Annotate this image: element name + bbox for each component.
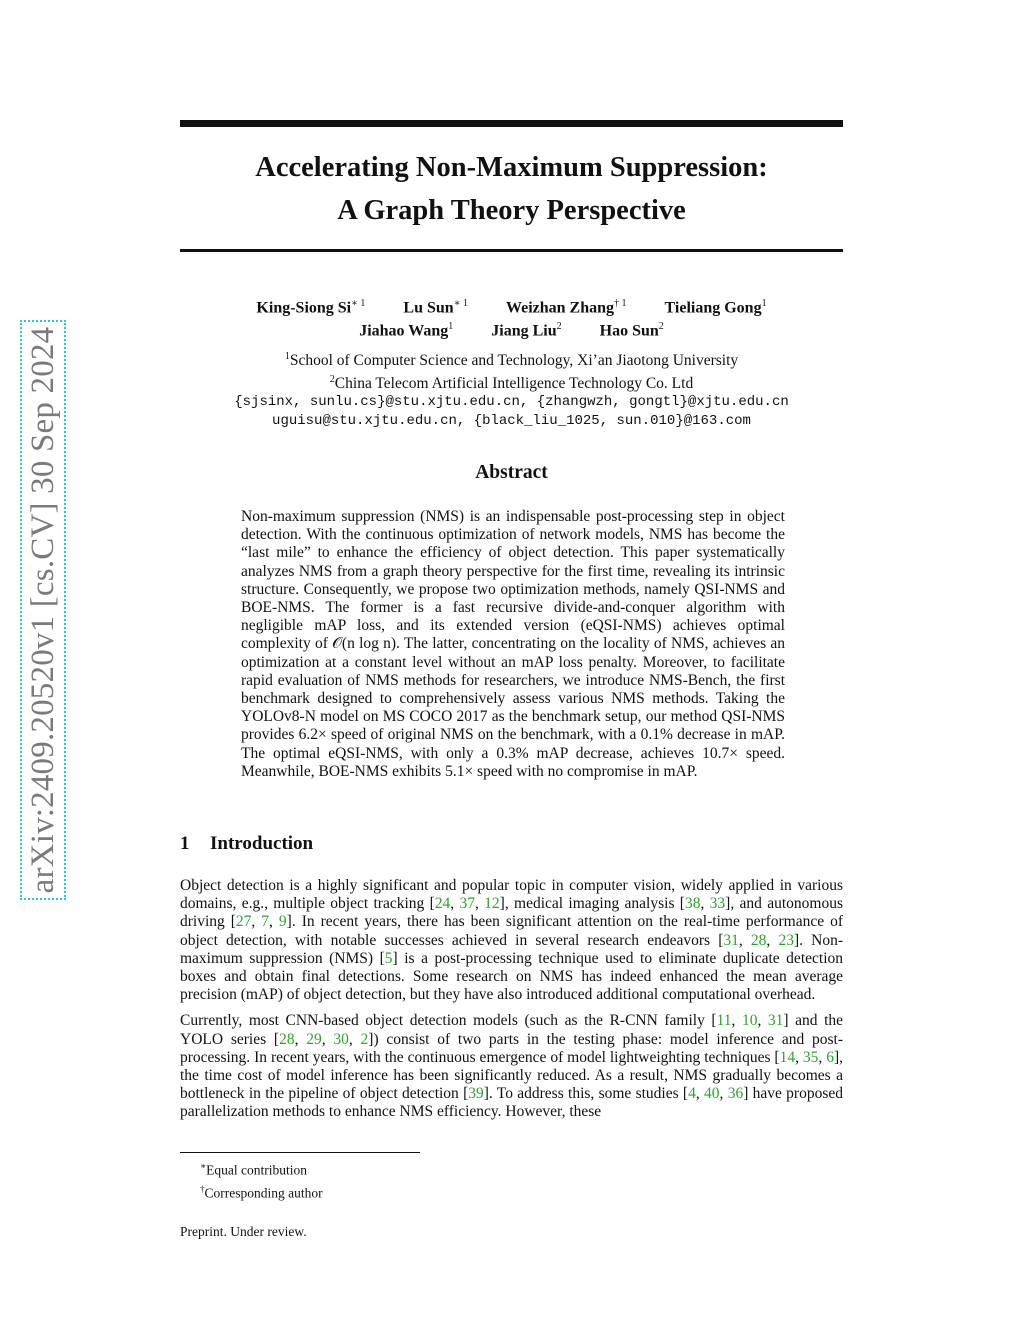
author: Jiahao Wang$^1$: [359, 321, 454, 340]
footnote: †Corresponding author: [200, 1184, 323, 1201]
citation-link[interactable]: 29: [306, 1030, 322, 1048]
footnote: ∗Equal contribution: [200, 1161, 307, 1178]
citation-link[interactable]: 31: [767, 1012, 784, 1030]
author: Weizhan Zhang$^{\dagger 1}$: [505, 298, 627, 317]
email-line[interactable]: {sjsinx, sunlu.cs}@stu.xjtu.edu.cn, {zhangwzh, gongtl}@xjtu.edu.cn: [234, 394, 789, 411]
citation-link[interactable]: 11: [716, 1012, 732, 1030]
citation-link[interactable]: 36: [727, 1085, 744, 1103]
author-list: [180, 294, 843, 341]
footnotes: [200, 1157, 323, 1203]
section-title: Introduction: [210, 833, 314, 854]
citation-link[interactable]: 2: [360, 1030, 369, 1048]
citation-link[interactable]: 12: [484, 895, 500, 913]
footnote-rule: [180, 1152, 420, 1153]
title-bottom-rule: [180, 249, 843, 252]
title-top-rule: [180, 120, 843, 127]
introduction-body: [180, 877, 843, 1130]
citation-link[interactable]: 9: [278, 913, 287, 931]
section-number: 1: [180, 833, 190, 854]
paper-title: [180, 146, 843, 232]
citation-link[interactable]: 28: [279, 1030, 295, 1048]
citation-link[interactable]: 28: [750, 931, 767, 949]
citation-link[interactable]: 39: [468, 1085, 484, 1103]
citation-link[interactable]: 24: [434, 895, 451, 913]
author-row-2: [180, 317, 843, 340]
title-line-2: A Graph Theory Perspective: [337, 195, 686, 226]
citation-link[interactable]: 33: [709, 895, 726, 913]
abstract-heading: Abstract: [475, 462, 548, 483]
citation-link[interactable]: 23: [778, 931, 794, 949]
author: Lu Sun$^{∗ 1}$: [403, 298, 468, 317]
preprint-note: Preprint. Under review.: [180, 1224, 307, 1239]
citation-link[interactable]: 4: [688, 1085, 696, 1103]
author: Hao Sun$^2$: [599, 321, 664, 340]
affiliation: $^2$China Telecom Artificial Intelligence Technology Co. Ltd: [329, 373, 694, 392]
section-heading: [180, 833, 313, 855]
citation-link[interactable]: 37: [459, 895, 475, 913]
citation-link[interactable]: 10: [741, 1012, 758, 1030]
author: King-Siong $Si^{∗ 1}$: [256, 298, 366, 317]
citation-link[interactable]: 7: [261, 913, 270, 931]
citation-link[interactable]: 14: [779, 1048, 796, 1066]
citation-link[interactable]: 30: [333, 1030, 349, 1048]
paragraph: Currently, most CNN-based object detection models (such as the R-CNN family [11, 10, 31] and the YOLO series [28, 29, 30, 2]) consist of two parts in the testing phase: model inference and post-processing. In recent years, with the continuous emergence of model lightweighting techniques [14, 35, 6], the time cost of model inference has been significantly reduced. As a result, NMS gradually becomes a bottleneck in the pipeline of object detection [39]. To address this, some studies [4, 40, 36] have proposed parallelization methods to enhance NMS efficiency. However, these: [180, 1012, 844, 1121]
citation-link[interactable]: 6: [826, 1048, 834, 1066]
citation-link[interactable]: 5: [384, 949, 393, 967]
citation-link[interactable]: 31: [723, 931, 739, 949]
citation-link[interactable]: 27: [235, 913, 252, 931]
author: Tieliang Gong$^1$: [664, 298, 767, 317]
citation-link[interactable]: 35: [802, 1048, 819, 1066]
paragraph: Object detection is a highly significant and popular topic in computer vision, widely applied in various domains, e.g., multiple object tracking [24, 37, 12], medical imaging analysis [38, 33], and autonomous driving [27, 7, 9]. In recent years, there has been significant attention on the real-time performance of object detection, with notable successes achieved in several research endeavors [31, 28, 23]. Non-maximum suppression (NMS) [5] is a post-processing technique used to eliminate duplicate detection boxes and obtain final detections. Some research on NMS has indeed enhanced the mean average precision (mAP) of object detection, but they have also introduced additional computational overhead.: [180, 877, 844, 1004]
citation-link[interactable]: 40: [704, 1085, 720, 1103]
author: Jiang Liu$^2$: [491, 321, 562, 340]
email-line[interactable]: uguisu@stu.xjtu.edu.cn, {black_liu_1025, sun.010}@163.com: [272, 412, 751, 429]
author-row-1: [180, 294, 843, 317]
title-line-1: Accelerating Non-Maximum Suppression:: [255, 152, 768, 183]
abstract-text: Non-maximum suppression (NMS) is an indispensable post-processing step in object detection. With the continuous optimization of network models, NMS has become the “last mile” to enhance the efficiency of object detection. This paper systematically analyzes NMS from a graph theory perspective for the first time, revealing its intrinsic structure. Consequently, we propose two optimization methods, namely QSI-NMS and BOE-NMS. The former is a fast recursive divide-and-conquer algorithm with negligible mAP loss, and its extended version (eQSI-NMS) achieves optimal complexity of 𝒪(n log n). The latter, concentrating on the locality of NMS, achieves an optimization at a constant level without an mAP loss penalty. Moreover, to facilitate rapid evaluation of NMS methods for researchers, we introduce NMS-Bench, the first benchmark designed to comprehensively assess various NMS methods. Taking the YOLOv8-N model on MS COCO 2017 as the benchmark setup, our method QSI-NMS provides 6.2× speed of original NMS on the benchmark, with a 0.1% decrease in mAP. The optimal eQSI-NMS, with only a 0.3% mAP decrease, achieves 10.7× speed. Meanwhile, BOE-NMS exhibits 5.1× speed with no compromise in mAP.: [241, 508, 785, 780]
citation-link[interactable]: 38: [684, 895, 701, 913]
arxiv-identifier-stamp[interactable]: arXiv:2409.20520v1 [cs.CV] 30 Sep 2024: [20, 320, 66, 900]
affiliation: $^1$School of Computer Science and Technology, Xi’an Jiaotong University: [284, 351, 739, 370]
affiliations: [180, 348, 843, 430]
